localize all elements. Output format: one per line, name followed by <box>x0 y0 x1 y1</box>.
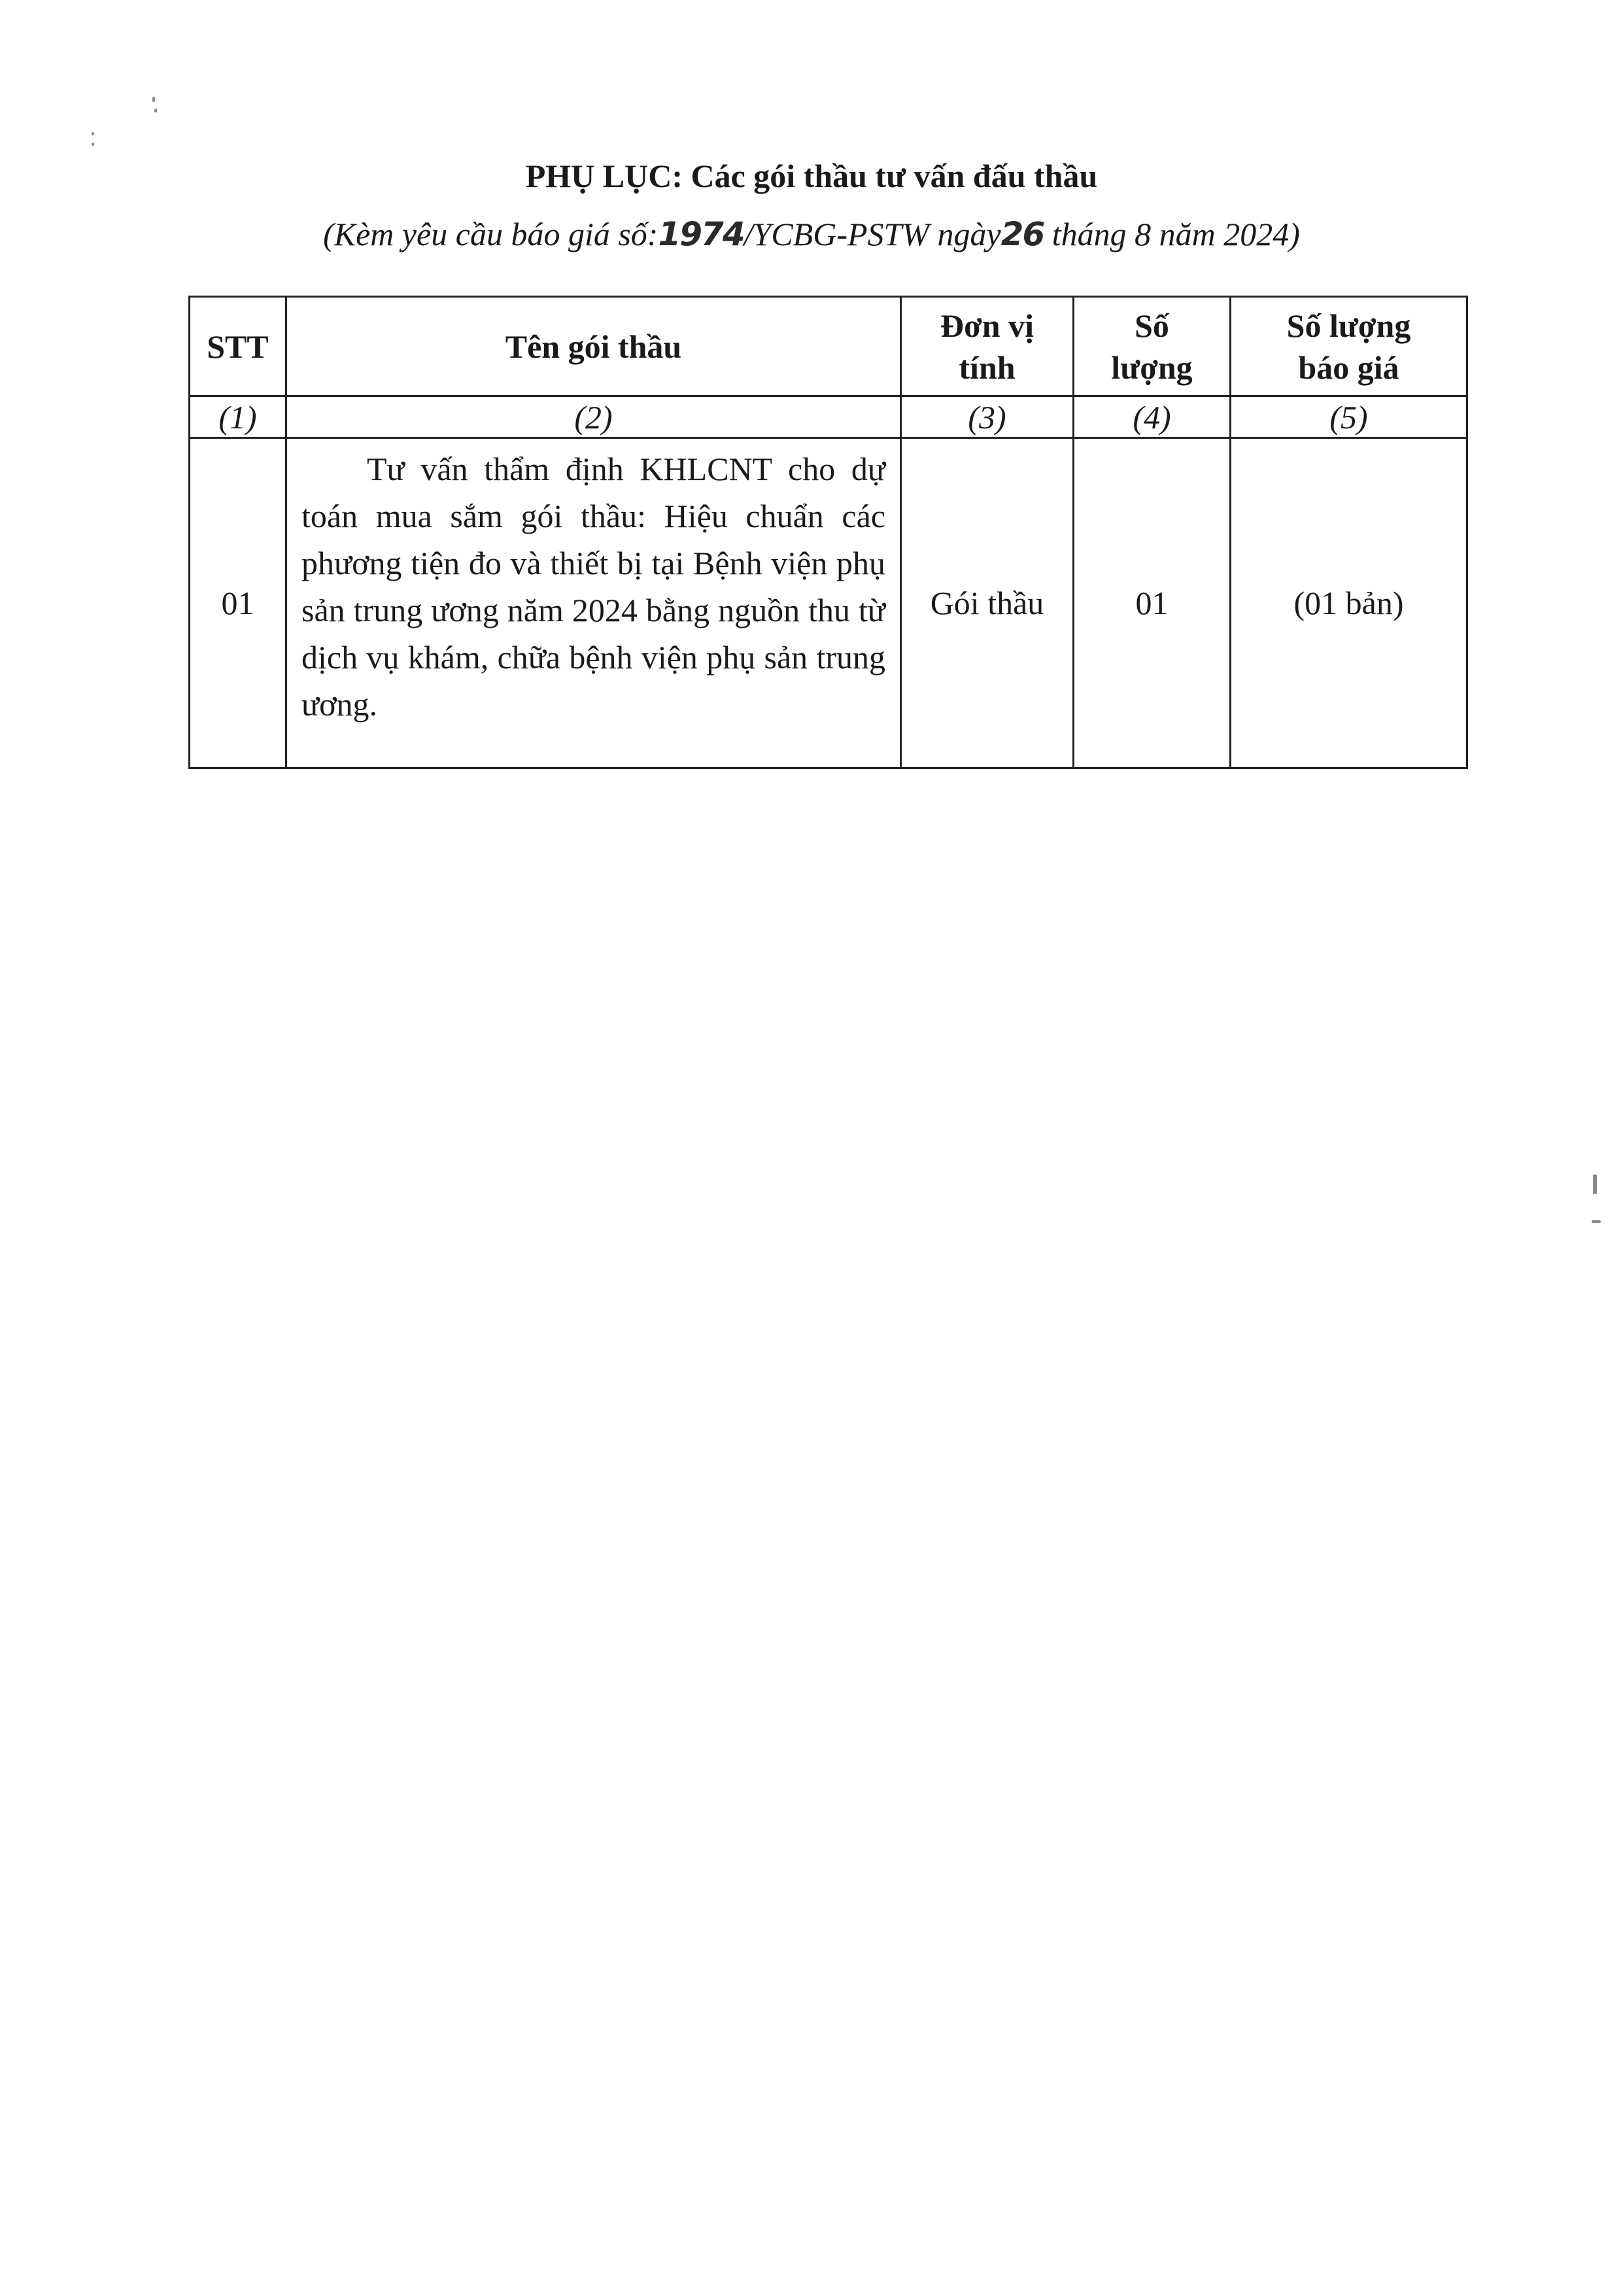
scan-speck <box>152 97 155 102</box>
subtitle-middle: /YCBG-PSTW ngày <box>743 216 1001 252</box>
column-index: (4) <box>1074 396 1231 438</box>
column-index: (3) <box>901 396 1074 438</box>
column-index: (1) <box>190 396 286 438</box>
header-unit: Đơn vị tính <box>901 297 1074 396</box>
row-quantity: 01 <box>1074 438 1231 768</box>
column-index: (2) <box>286 396 901 438</box>
scan-speck <box>92 143 94 146</box>
handwritten-day: 26 <box>1000 215 1044 253</box>
column-index-row <box>190 396 1467 438</box>
row-package-name: Tư vấn thẩm định KHLCNT cho dự toán mua sắm gói thầu: Hiệu chuẩn các phương tiện đo và thiết bị tại Bệnh viện phụ sản trung ương năm 2024 bằng nguồn thu từ dịch vụ khám, chữa bệnh viện phụ sản trung ương. <box>286 438 901 768</box>
row-unit: Gói thầu <box>901 438 1074 768</box>
table-row <box>190 438 1467 768</box>
scan-speck <box>1593 1174 1597 1194</box>
scan-speck <box>1592 1220 1601 1223</box>
header-quantity: Số lượng <box>1074 297 1231 396</box>
table-header-row <box>190 297 1467 396</box>
scan-speck <box>92 132 94 135</box>
header-quote-quantity: Số lượng báo giá <box>1231 297 1467 396</box>
annex-subtitle <box>0 211 1623 257</box>
annex-title: PHỤ LỤC: Các gói thầu tư vấn đấu thầu <box>525 158 1098 194</box>
scan-speck <box>154 109 157 112</box>
header-stt: STT <box>190 297 286 396</box>
header-package-name: Tên gói thầu <box>286 297 901 396</box>
subtitle-prefix: (Kèm yêu cầu báo giá số: <box>323 216 658 252</box>
row-stt: 01 <box>190 438 286 768</box>
subtitle-suffix: tháng 8 năm 2024) <box>1044 216 1300 252</box>
column-index: (5) <box>1231 396 1467 438</box>
row-quote-quantity: (01 bản) <box>1231 438 1467 768</box>
handwritten-document-number: 1974 <box>658 215 744 253</box>
bid-package-table <box>188 296 1468 769</box>
